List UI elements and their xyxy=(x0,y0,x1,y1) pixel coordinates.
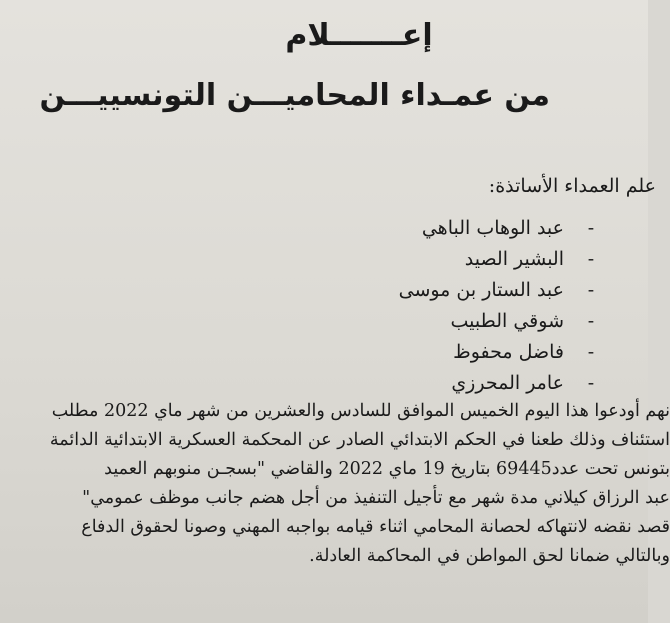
paragraph-line: قصد نقضه لانتهاكه لحصانة المحامي اثناء قيامه بواجبه المهني وصونا لحقوق الدفاع xyxy=(81,517,670,537)
name-text: عبد الوهاب الباهي xyxy=(421,217,564,239)
intro-line: علم العمداء الأساتذة: xyxy=(488,175,656,197)
list-dash: - xyxy=(587,341,595,363)
name-text: عبد الستار بن موسى xyxy=(398,279,564,301)
name-text: عامر المحرزي xyxy=(451,372,564,394)
list-dash: - xyxy=(587,310,595,332)
list-item xyxy=(346,213,606,244)
list-item xyxy=(346,244,606,275)
body-paragraph xyxy=(50,397,670,571)
name-text: شوقي الطبيب xyxy=(450,310,564,332)
paragraph-line: استئناف وذلك طعنا في الحكم الابتدائي الصادر عن المحكمة العسكرية الابتدائية الدائمة xyxy=(49,430,670,450)
name-text: فاضل محفوظ xyxy=(453,341,564,363)
list-item xyxy=(346,275,606,306)
list-item xyxy=(346,337,606,368)
list-item xyxy=(346,306,606,337)
paragraph-line: عبد الرزاق كيلاني مدة شهر مع تأجيل التنفيذ من أجل هضم جانب موظف عمومي" xyxy=(82,488,670,508)
document-subtitle: من عمـداء المحاميـــن التونسييـــن xyxy=(39,78,550,113)
list-dash: - xyxy=(587,372,595,394)
paragraph-line: بتونس تحت عدد69445 بتاريخ 19 ماي 2022 والقاضي "بسجـن منوبهم العميد xyxy=(104,459,670,479)
list-dash: - xyxy=(587,279,595,301)
document-title: إعـــــــلام xyxy=(285,18,433,53)
list-dash: - xyxy=(587,217,595,239)
names-list xyxy=(346,213,606,399)
list-item xyxy=(346,368,606,399)
paragraph-line: نهم أودعوا هذا اليوم الخميس الموافق للسادس والعشرين من شهر ماي 2022 مطلب xyxy=(51,401,670,421)
paragraph-line: وبالتالي ضمانا لحق المواطن في المحاكمة العادلة. xyxy=(309,546,670,566)
list-dash: - xyxy=(587,248,595,270)
name-text: البشير الصيد xyxy=(464,248,564,270)
